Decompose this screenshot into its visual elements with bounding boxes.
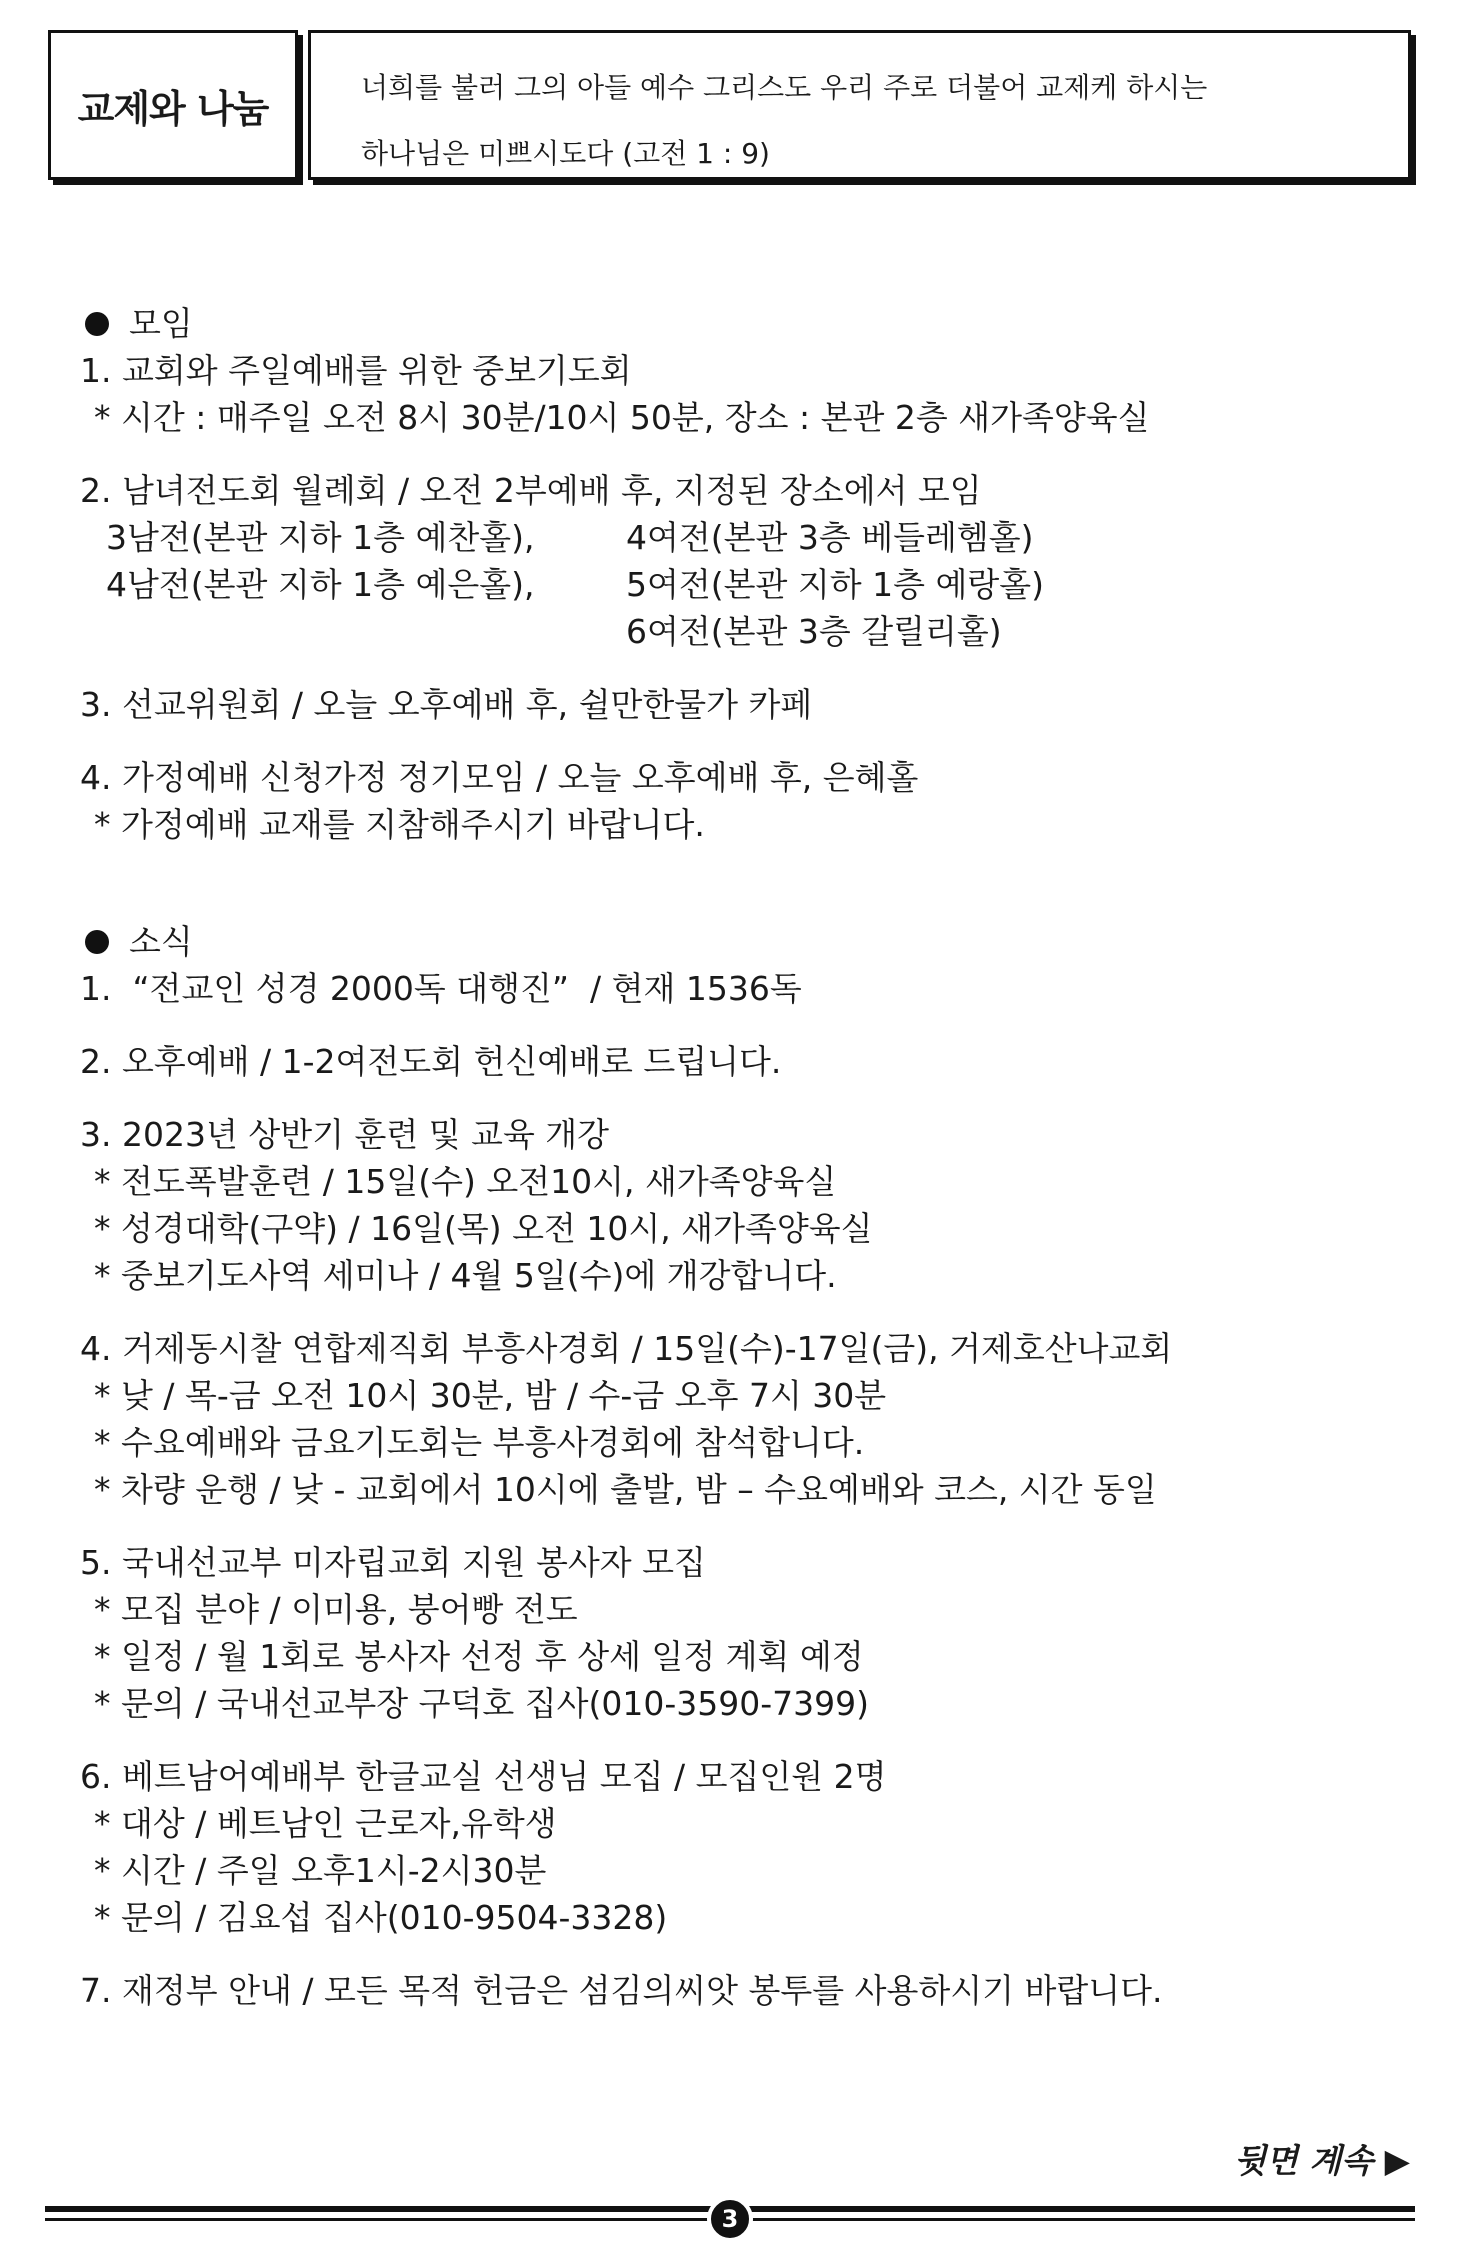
bullet-icon (85, 930, 109, 954)
news-item-note: * 일정 / 월 1회로 봉사자 선정 후 상세 일정 계획 예정 (94, 1637, 864, 1676)
page-number: 3 (707, 2196, 753, 2242)
news-item-title: 2. 오후예배 / 1-2여전도회 헌신예배로 드립니다. (80, 1042, 782, 1081)
section-title-box (48, 30, 298, 180)
news-item-note: * 성경대학(구약) / 16일(목) 오전 10시, 새가족양육실 (94, 1209, 873, 1248)
meeting-item-title: 4. 가정예배 신청가정 정기모임 / 오늘 오후예배 후, 은혜홀 (80, 758, 919, 797)
news-item (80, 1038, 1400, 1085)
news-item-note: * 차량 운행 / 낮 - 교회에서 10시에 출발, 밤 – 수요예배와 코스, 시간 동일 (94, 1470, 1157, 1509)
news-item-note: * 문의 / 국내선교부장 구덕호 집사(010-3590-7399) (94, 1684, 869, 1723)
news-item-note: * 중보기도사역 세미나 / 4월 5일(수)에 개강합니다. (94, 1256, 837, 1295)
section-title: 교제와 나눔 (77, 86, 269, 131)
venue-cell-empty (106, 608, 626, 655)
news-heading: 소식 (80, 918, 1400, 965)
meeting-section (80, 300, 1400, 441)
news-item (80, 1325, 1400, 1513)
footer-rule (45, 2200, 1415, 2233)
news-item-note: * 낮 / 목-금 오전 10시 30분, 밤 / 수-금 오후 7시 30분 (94, 1376, 887, 1415)
venue-row (80, 561, 1400, 608)
news-item-title: 3. 2023년 상반기 훈련 및 교육 개강 (80, 1115, 610, 1154)
news-item-title: 1. “전교인 성경 2000독 대행진” / 현재 1536독 (80, 969, 802, 1008)
bullet-icon (85, 312, 109, 336)
bulletin-content (80, 300, 1400, 2014)
news-item-note: * 수요예배와 금요기도회는 부흥사경회에 참석합니다. (94, 1423, 865, 1462)
news-item-title: 6. 베트남어예배부 한글교실 선생님 모집 / 모집인원 2명 (80, 1757, 887, 1796)
news-item-note: * 전도폭발훈련 / 15일(수) 오전10시, 새가족양육실 (94, 1162, 837, 1201)
news-section (80, 918, 1400, 1012)
venue-cell: 3남전(본관 지하 1층 예찬홀), (106, 518, 535, 557)
verse-line: 너희를 불러 그의 아들 예수 그리스도 우리 주로 더불어 교제케 하시는 (361, 71, 1208, 104)
verse-box (308, 30, 1411, 180)
meeting-item (80, 754, 1400, 848)
news-item-title: 4. 거제동시찰 연합제직회 부흥사경회 / 15일(수)-17일(금), 거제호산나교회 (80, 1329, 1173, 1368)
news-item-note: * 대상 / 베트남인 근로자,유학생 (94, 1804, 557, 1843)
verse-line: 하나님은 미쁘시도다 (고전 1 : 9) (361, 137, 770, 170)
news-item-note: * 문의 / 김요섭 집사(010-9504-3328) (94, 1898, 668, 1937)
meeting-item-title: 3. 선교위원회 / 오늘 오후예배 후, 쉴만한물가 카페 (80, 685, 813, 724)
venue-cell: 5여전(본관 지하 1층 예랑홀) (626, 565, 1044, 604)
news-item-note: * 시간 / 주일 오후1시-2시30분 (94, 1851, 547, 1890)
news-item-title: 5. 국내선교부 미자립교회 지원 봉사자 모집 (80, 1543, 706, 1582)
news-item-title: 7. 재정부 안내 / 모든 목적 헌금은 섬김의씨앗 봉투를 사용하시기 바랍니다. (80, 1971, 1163, 2010)
meeting-item-title: 1. 교회와 주일예배를 위한 중보기도회 (80, 351, 632, 390)
news-item (80, 1753, 1400, 1941)
news-item (80, 1539, 1400, 1727)
venue-cell: 4여전(본관 3층 베들레헴홀) (626, 518, 1034, 557)
meeting-item-note: * 시간 : 매주일 오전 8시 30분/10시 50분, 장소 : 본관 2층 새가족양육실 (94, 398, 1150, 437)
news-item (80, 1967, 1400, 2014)
news-item (80, 1111, 1400, 1299)
venue-cell: 6여전(본관 3층 갈릴리홀) (626, 612, 1002, 651)
meeting-item (80, 467, 1400, 655)
meeting-item-title: 2. 남녀전도회 월례회 / 오전 2부예배 후, 지정된 장소에서 모임 (80, 471, 982, 510)
meeting-heading: 모임 (80, 300, 1400, 347)
continue-note: 뒷면 계속 ▶ (1234, 2141, 1410, 2180)
venue-row (80, 608, 1400, 655)
news-item-note: * 모집 분야 / 이미용, 붕어빵 전도 (94, 1590, 578, 1629)
meeting-item-note: * 가정예배 교재를 지참해주시기 바랍니다. (94, 805, 705, 844)
meeting-item (80, 681, 1400, 728)
venue-cell: 4남전(본관 지하 1층 예은홀), (106, 565, 535, 604)
venue-row (80, 514, 1400, 561)
